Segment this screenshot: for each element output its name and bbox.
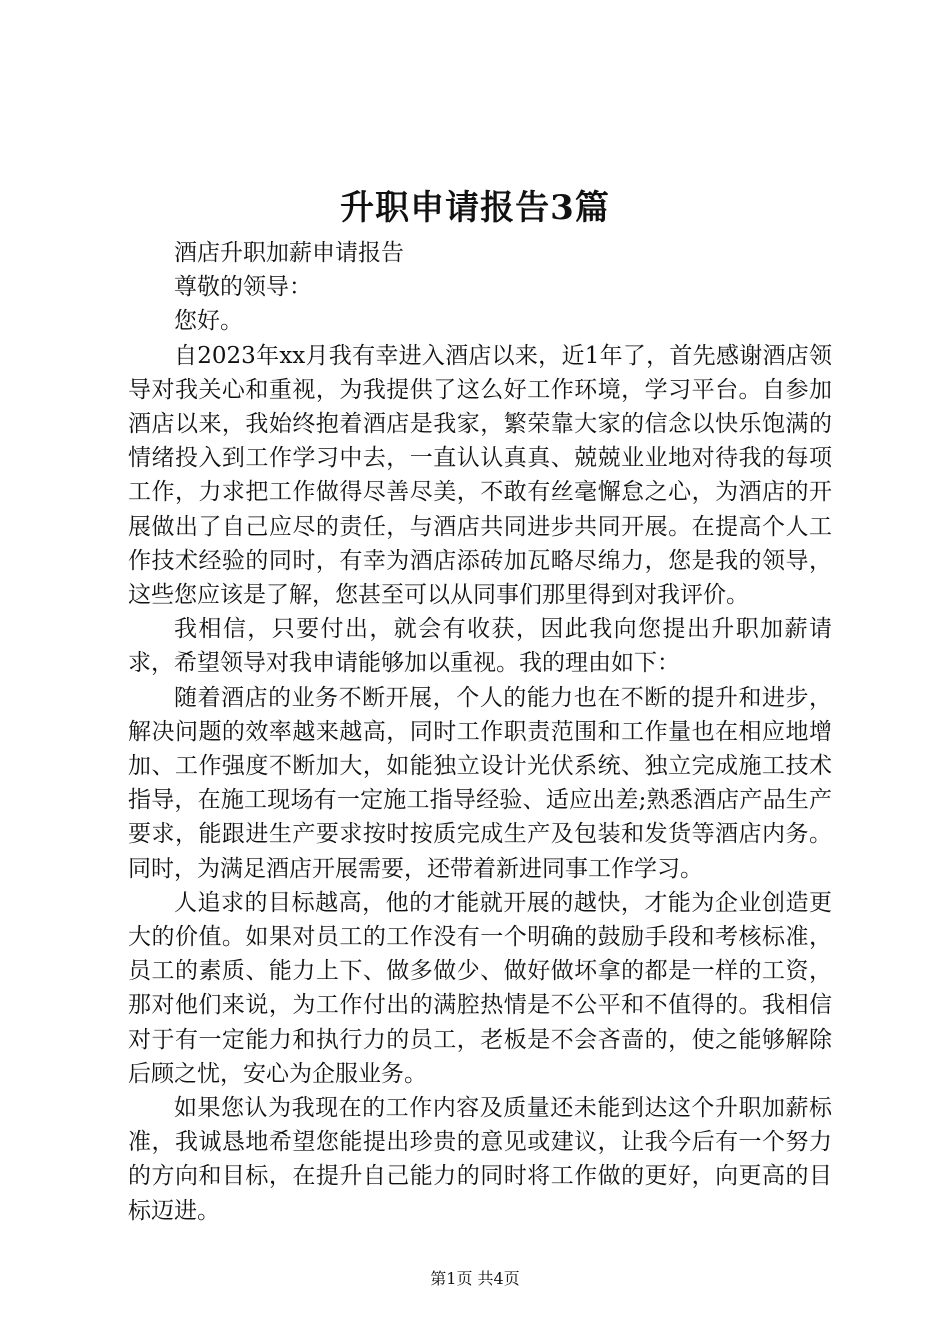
document-title: 升职申请报告3篇: [340, 188, 610, 228]
paragraph: 自2023年xx月我有幸进入酒店以来，近1年了，首先感谢酒店领导对我关心和重视，为我提供了这么好工作环境，学习平台。自参加酒店以来，我始终抱着酒店是我家，繁荣靠大家的信念以快乐饱满的情绪投入到工作学习中去，一直认认真真、兢兢业业地对待我的每项工作，力求把工作做得尽善尽美，不敢有丝毫懈怠之心，为酒店的开展做出了自己应尽的责任，与酒店共同进步共同开展。在提高个人工作技术经验的同时，有幸为酒店添砖加瓦略尽绵力，您是我的领导，这些您应该是了解，您甚至可以从同事们那里得到对我评价。: [128, 342, 832, 609]
page-number-footer: 第1页 共4页: [430, 1269, 520, 1288]
paragraph: 人追求的目标越高，他的才能就开展的越快，才能为企业创造更大的价值。如果对员工的工作没有一个明确的鼓励手段和考核标准，员工的素质、能力上下、做多做少、做好做坏拿的都是一样的工资，那对他们来说，为工作付出的满腔热情是不公平和不值得的。我相信对于有一定能力和执行力的员工，老板是不会吝啬的，使之能够解除后顾之忧，安心为企服业务。: [128, 889, 832, 1087]
paragraph-heading: 酒店升职加薪申请报告: [174, 240, 404, 266]
document-body: [128, 236, 832, 1228]
paragraph: 我相信，只要付出，就会有收获，因此我向您提出升职加薪请求，希望领导对我申请能够加以重视。我的理由如下：: [128, 616, 832, 677]
paragraph: 随着酒店的业务不断开展，个人的能力也在不断的提升和进步，解决问题的效率越来越高，同时工作职责范围和工作量也在相应地增加、工作强度不断加大，如能独立设计光伏系统、独立完成施工技术指导，在施工现场有一定施工指导经验、适应出差;熟悉酒店产品生产要求，能跟进生产要求按时按质完成生产及包装和发货等酒店内务。同时，为满足酒店开展需要，还带着新进同事工作学习。: [128, 684, 832, 882]
paragraph-salutation: 尊敬的领导：: [174, 274, 312, 301]
paragraph-greeting: 您好。: [174, 308, 243, 335]
paragraph: 如果您认为我现在的工作内容及质量还未能到达这个升职加薪标准，我诚恳地希望您能提出珍贵的意见或建议，让我今后有一个努力的方向和目标，在提升自己能力的同时将工作做的更好，向更高的目标迈进。: [128, 1095, 832, 1224]
